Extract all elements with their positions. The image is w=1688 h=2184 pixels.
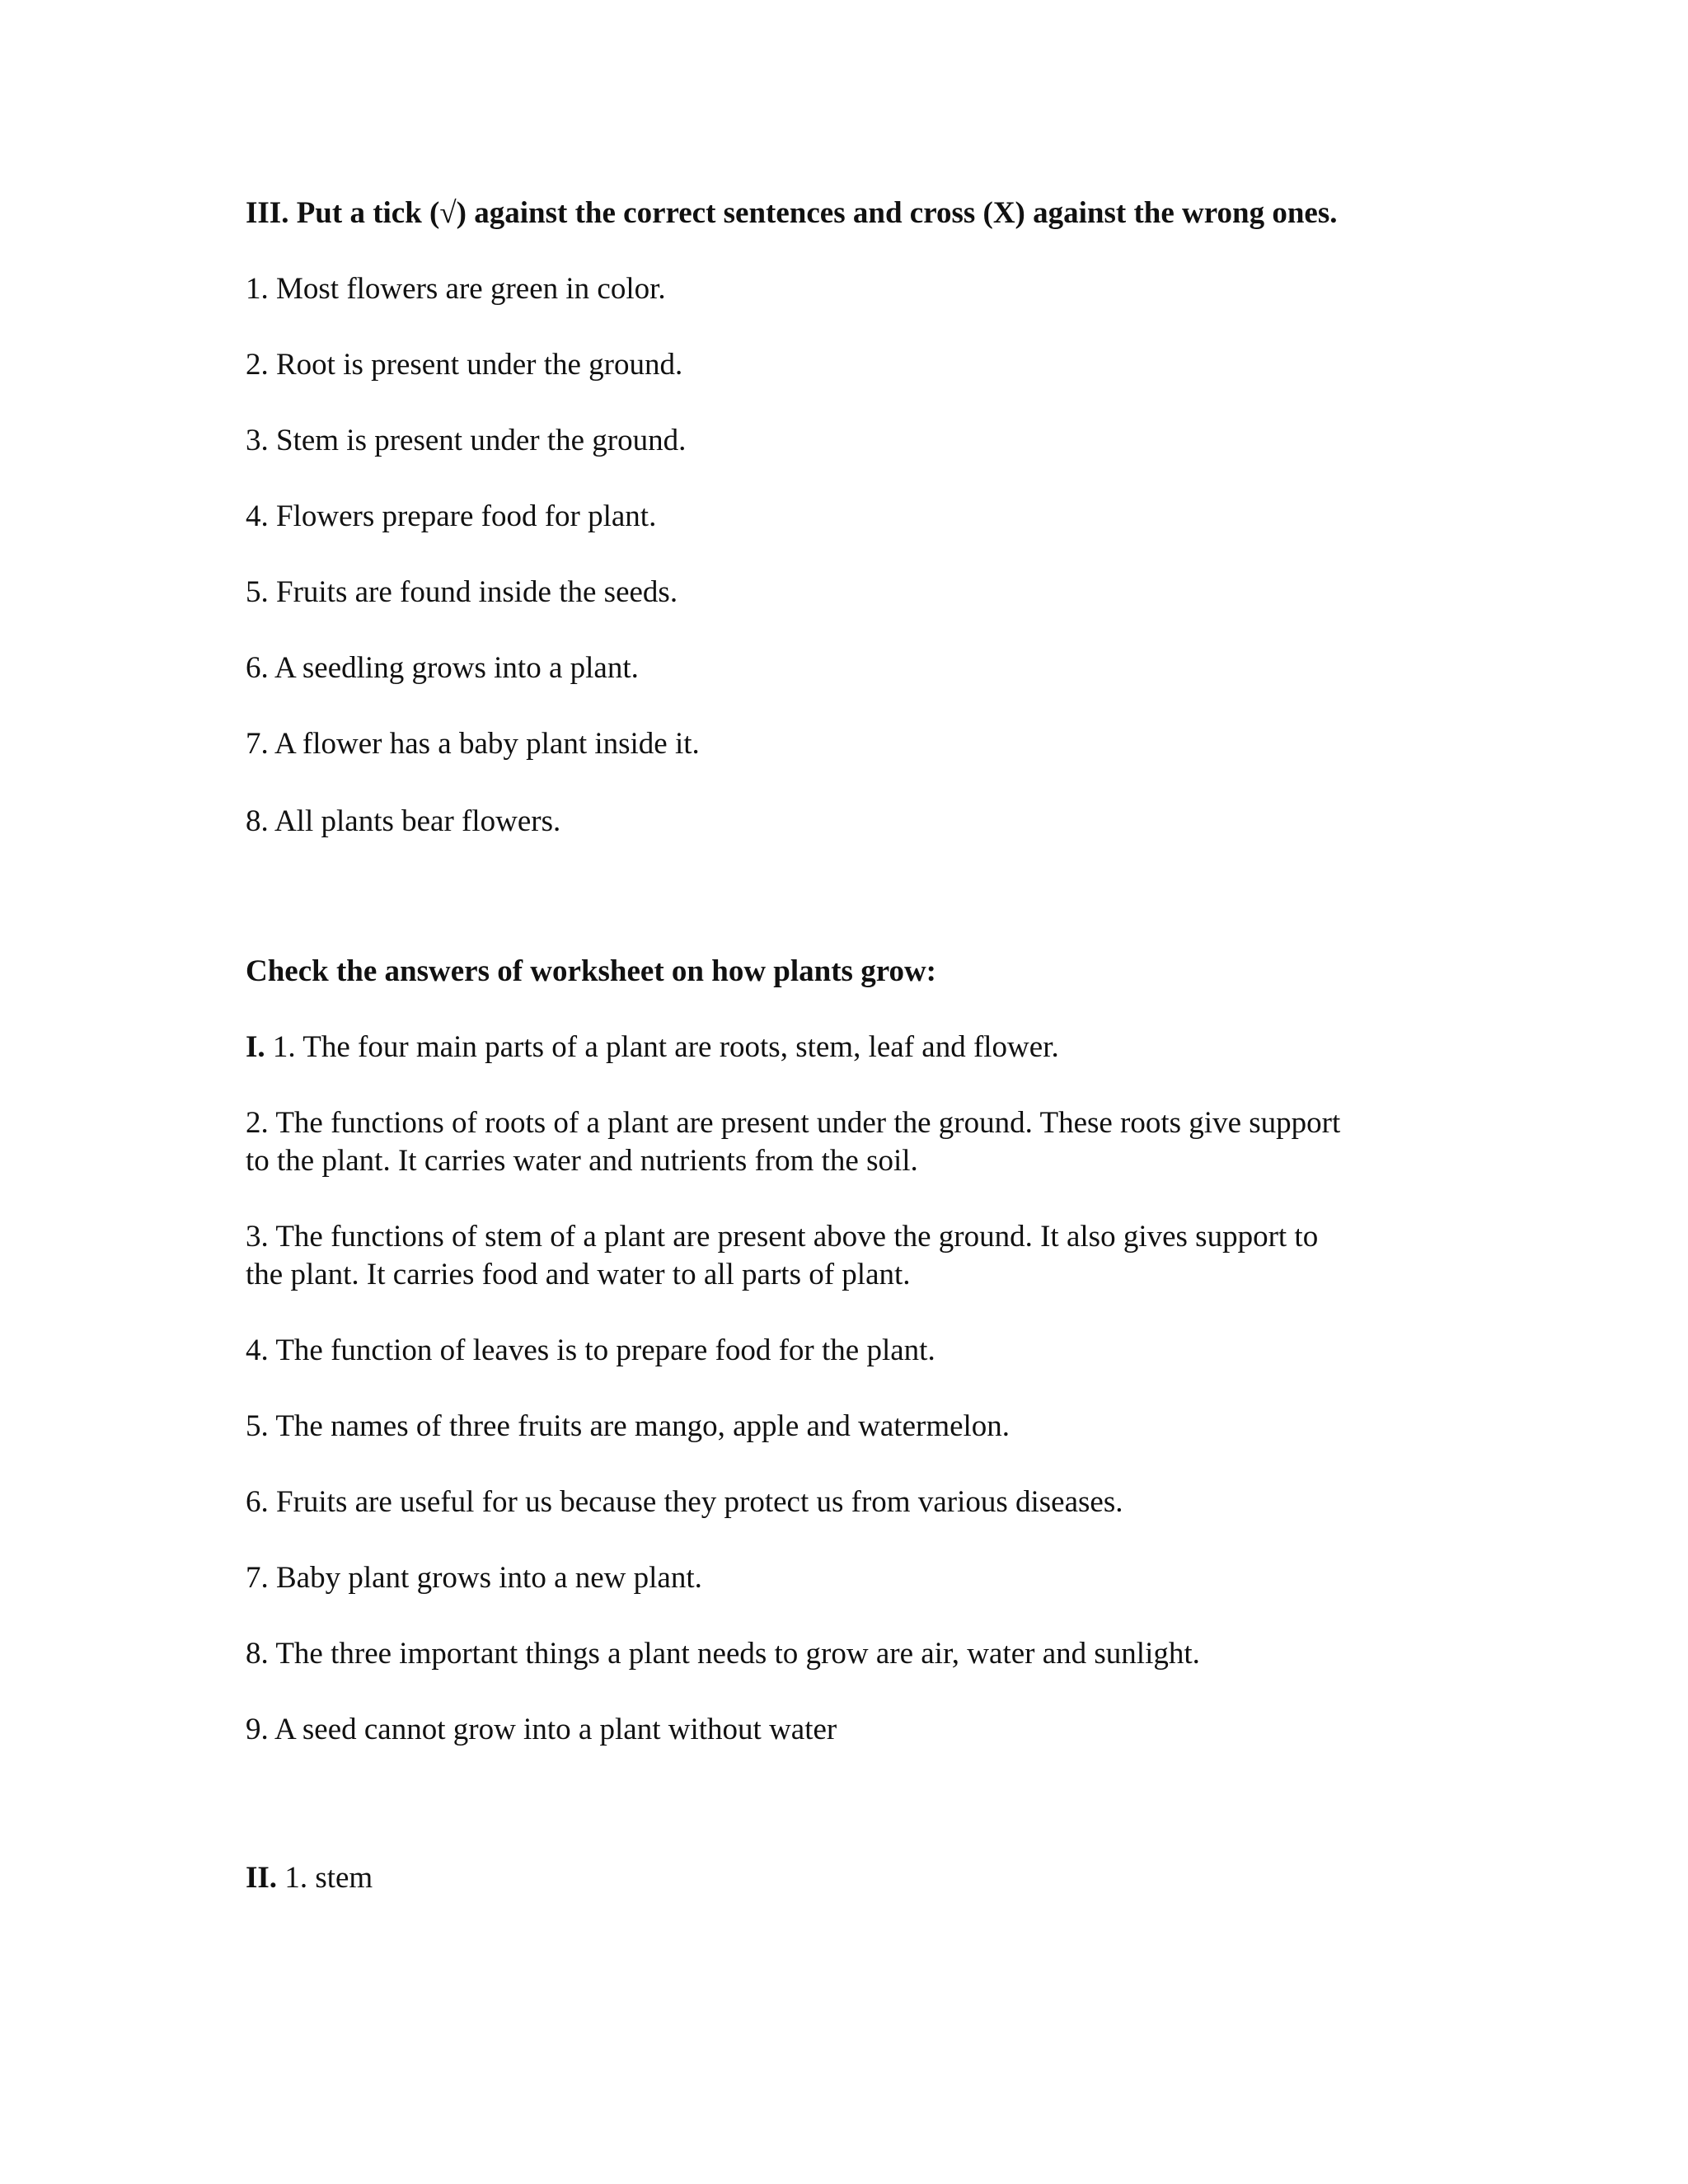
answer-item-continued: the plant. It carries food and water to all parts of plant. — [246, 1258, 911, 1291]
statement-item: 3. Stem is present under the ground. — [246, 424, 687, 457]
statement-item: 1. Most flowers are green in color. — [246, 272, 666, 306]
answer-text: 1. stem — [284, 1861, 373, 1895]
statement-item: 6. A seedling grows into a plant. — [246, 651, 639, 685]
answers-heading: Check the answers of worksheet on how plants grow: — [246, 954, 936, 988]
answer-item — [246, 1029, 1059, 1066]
answer-text: 1. The four main parts of a plant are roots, stem, leaf and flower. — [272, 1030, 1059, 1064]
statement-item: 7. A flower has a baby plant inside it. — [246, 727, 700, 761]
answer-item: 8. The three important things a plant needs to grow are air, water and sunlight. — [246, 1637, 1200, 1671]
answer-item: 7. Baby plant grows into a new plant. — [246, 1561, 702, 1595]
section-3-heading: III. Put a tick (√) against the correct sentences and cross (X) against the wrong ones. — [246, 196, 1338, 230]
statement-item: 4. Flowers prepare food for plant. — [246, 499, 657, 533]
statement-item: 8. All plants bear flowers. — [246, 804, 561, 838]
answer-item: 4. The function of leaves is to prepare food for the plant. — [246, 1333, 935, 1367]
answer-item: 5. The names of three fruits are mango, apple and watermelon. — [246, 1409, 1010, 1443]
part-1-label: I. — [246, 1030, 265, 1064]
statement-item: 5. Fruits are found inside the seeds. — [246, 575, 678, 609]
answer-item: 2. The functions of roots of a plant are present under the ground. These roots give support — [246, 1106, 1341, 1140]
answer-item: 6. Fruits are useful for us because they protect us from various diseases. — [246, 1485, 1123, 1519]
answer-item — [246, 1859, 373, 1897]
answer-item-continued: to the plant. It carries water and nutrients from the soil. — [246, 1144, 918, 1178]
answer-item: 3. The functions of stem of a plant are present above the ground. It also gives support to — [246, 1220, 1319, 1254]
part-2-label: II. — [246, 1861, 278, 1895]
answer-item: 9. A seed cannot grow into a plant without water — [246, 1713, 837, 1746]
statement-item: 2. Root is present under the ground. — [246, 348, 683, 382]
